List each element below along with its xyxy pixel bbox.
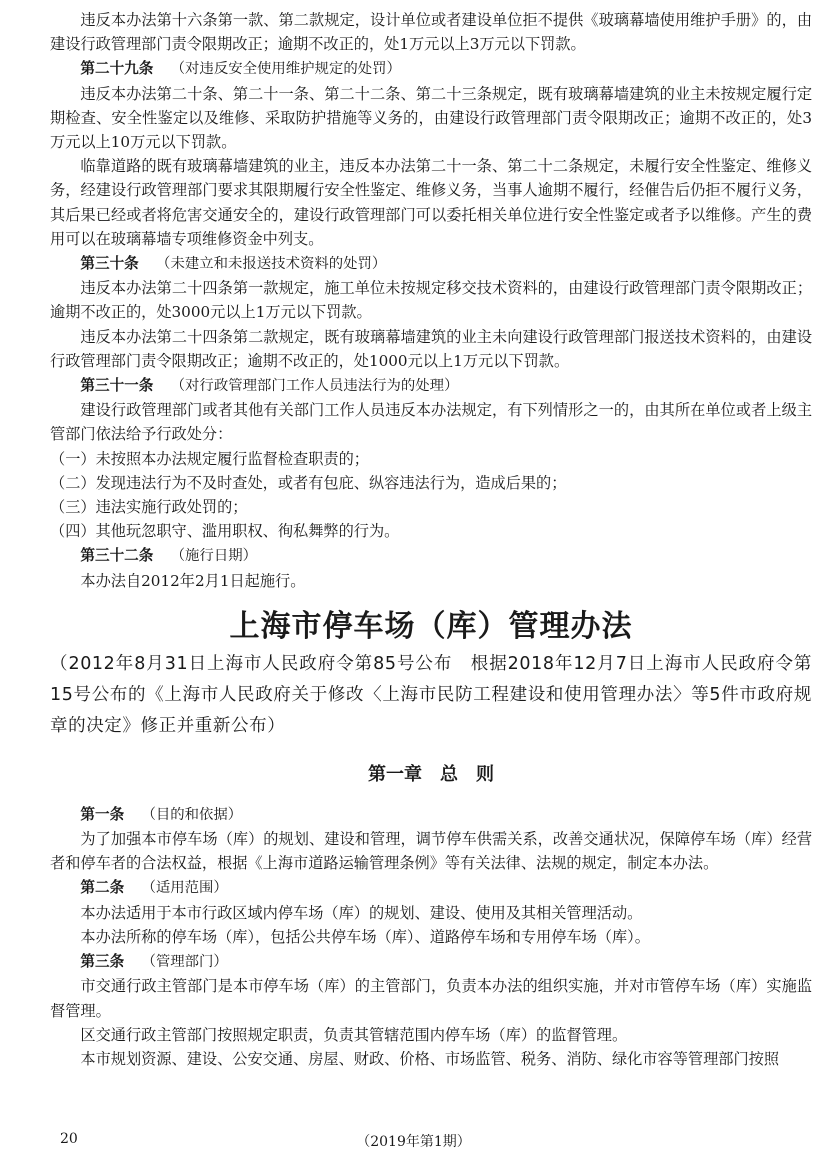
article-number: 第三条: [80, 953, 125, 971]
article-number: 第一条: [80, 805, 125, 823]
paragraph: 违反本办法第二十四条第一款规定，施工单位未按规定移交技术资料的，由建设行政管理部门责令限期改正；逾期不改正的，处3000元以上1万元以下罚款。: [50, 279, 812, 322]
article-subtitle: （适用范围）: [141, 880, 228, 897]
article-subtitle: （未建立和未报送技术资料的处罚）: [156, 256, 387, 273]
article-heading: [50, 543, 812, 568]
article-subtitle: （管理部门）: [141, 954, 228, 971]
article-heading: [50, 373, 812, 398]
paragraph: 本办法适用于本市行政区域内停车场（库）的规划、建设、使用及其相关管理活动。: [80, 903, 643, 922]
issue-label: （2019年第1期）: [356, 1134, 471, 1150]
paragraph: 建设行政管理部门或者其他有关部门工作人员违反本办法规定，有下列情形之一的，由其所在单位或者上级主管部门依法给予行政处分：: [50, 401, 812, 444]
article-heading: [50, 949, 812, 974]
article-heading: [50, 802, 812, 827]
article-subtitle: （对行政管理部门工作人员违法行为的处理）: [170, 378, 459, 395]
page-number: 20: [60, 1131, 78, 1147]
paragraph: 为了加强本市停车场（库）的规划、建设和管理，调节停车供需关系，改善交通状况，保障停车场（库）经营者和停车者的合法权益，根据《上海市道路运输管理条例》等有关法律、法规的规定，制定本办法。: [50, 830, 812, 873]
paragraph: 区交通行政主管部门按照规定职责，负责其管辖范围内停车场（库）的监督管理。: [80, 1025, 628, 1044]
article-number: 第三十条: [80, 255, 139, 273]
paragraph: 违反本办法第十六条第一款、第二款规定，设计单位或者建设单位拒不提供《玻璃幕墙使用维护手册》的，由建设行政管理部门责令限期改正；逾期不改正的，处1万元以上3万元以下罚款。: [50, 11, 812, 54]
article-subtitle: （对违反安全使用维护规定的处罚）: [170, 61, 401, 78]
list-item: （一）未按照本办法规定履行监督检查职责的；: [50, 449, 369, 468]
list-item: （三）违法实施行政处罚的；: [50, 498, 248, 517]
list-item: （四）其他玩忽职守、滥用职权、徇私舞弊的行为。: [50, 522, 400, 541]
document-title: 上海市停车场（库）管理办法: [229, 608, 633, 644]
list-item: （二）发现违法行为不及时查处，或者有包庇、纵容违法行为，造成后果的；: [50, 473, 567, 492]
paragraph: 市交通行政主管部门是本市停车场（库）的主管部门，负责本办法的组织实施，并对市管停车场（库）实施监督管理。: [50, 977, 812, 1020]
article-number: 第二条: [80, 879, 125, 897]
chapter-heading: 第一章 总 则: [368, 763, 494, 785]
paragraph: 本办法所称的停车场（库），包括公共停车场（库）、道路停车场和专用停车场（库）。: [80, 927, 650, 946]
article-number: 第三十二条: [80, 547, 154, 565]
paragraph: 本市规划资源、建设、公安交通、房屋、财政、价格、市场监管、税务、消防、绿化市容等管理部门按照: [80, 1049, 780, 1068]
article-number: 第三十一条: [80, 377, 154, 395]
paragraph: 本办法自2012年2月1日起施行。: [80, 571, 306, 590]
article-subtitle: （施行日期）: [170, 548, 257, 565]
document-source-note: （2012年8月31日上海市人民政府令第85号公布 根据2018年12月7日上海市人民政府令第15号公布的《上海市人民政府关于修改〈上海市民防工程建设和使用管理办法〉等5件市政府规章的决定》修正并重新公布）: [50, 653, 812, 736]
paragraph: 违反本办法第二十四条第二款规定，既有玻璃幕墙建筑的业主未向建设行政管理部门报送技术资料的，由建设行政管理部门责令限期改正；逾期不改正的，处1000元以上1万元以下罚款。: [50, 327, 812, 370]
article-subtitle: （目的和依据）: [141, 806, 243, 823]
article-heading: [50, 875, 812, 900]
paragraph: 违反本办法第二十条、第二十一条、第二十二条、第二十三条规定，既有玻璃幕墙建筑的业主未按规定履行定期检查、安全性鉴定以及维修、采取防护措施等义务的，由建设行政管理部门责令限期改正；逾期不改正的，处3万元以上10万元以下罚款。: [50, 84, 812, 152]
page-content: [50, 8, 812, 1071]
article-heading: [50, 251, 812, 276]
paragraph: 临靠道路的既有玻璃幕墙建筑的业主，违反本办法第二十一条、第二十二条规定，未履行安全性鉴定、维修义务，经建设行政管理部门要求其限期履行安全性鉴定、维修义务，当事人逾期不履行，经催告后仍拒不履行义务，其后果已经或者将危害交通安全的，建设行政管理部门可以委托相关单位进行安全性鉴定或者予以维修。产生的费用可以在玻璃幕墙专项维修资金中列支。: [50, 157, 812, 248]
article-heading: [50, 56, 812, 81]
article-number: 第二十九条: [80, 60, 154, 78]
